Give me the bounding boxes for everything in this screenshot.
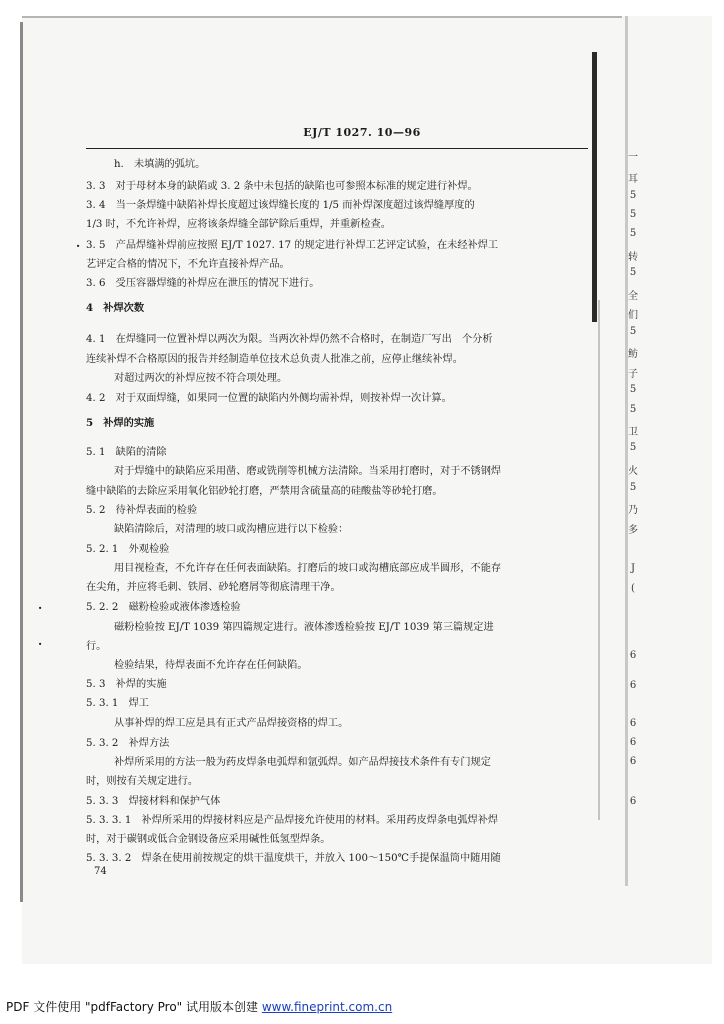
- footer-link[interactable]: www.fineprint.com.cn: [261, 1000, 393, 1014]
- edge-fragment: 全: [628, 291, 638, 302]
- page-number: 74: [94, 866, 107, 877]
- edge-fragment: 们: [628, 310, 638, 321]
- header-rule: [86, 148, 588, 149]
- text-line: 艺评定合格的情况下，不允许直接补焊产品。: [86, 259, 290, 270]
- edge-fragment: 乃: [628, 505, 638, 516]
- text-line: 5. 3 补焊的实施: [86, 679, 167, 690]
- margin-mark: .: [76, 236, 81, 250]
- edge-fragment: 鲂: [628, 349, 638, 360]
- edge-fragment: 多: [628, 525, 638, 536]
- edge-fragment: 一: [628, 152, 638, 163]
- text-line: 行。: [86, 641, 107, 652]
- edge-fragment: 转: [628, 252, 638, 263]
- edge-fragment: 5: [629, 228, 637, 239]
- text-line: 3. 5 产品焊缝补焊前应按照 EJ/T 1027. 17 的规定进行补焊工艺评定试验，在未经补焊工: [86, 240, 499, 251]
- text-line: 1/3 时，不允许补焊，应将该条焊缝全部铲除后重焊，并重新检查。: [86, 219, 391, 230]
- scan-left-edge: [20, 22, 23, 902]
- text-line: 5. 2. 1 外观检验: [86, 544, 170, 555]
- edge-fragment: 火: [628, 466, 638, 477]
- edge-fragment: 6: [629, 796, 637, 807]
- edge-fragment: 5: [629, 209, 637, 220]
- edge-fragment: 5: [629, 482, 637, 493]
- text-line: 磁粉检验按 EJ/T 1039 第四篇规定进行。液体渗透检验按 EJ/T 1039 第三篇规定进: [114, 622, 494, 633]
- text-line: 5. 3. 3. 1 补焊所采用的焊接材料应是产品焊接允许使用的材料。采用药皮焊条电弧焊补焊: [86, 815, 499, 826]
- edge-fragment: 5: [629, 267, 637, 278]
- text-line: 5. 3. 3. 2 焊条在使用前按规定的烘干温度烘干，并放入 100～150℃手提保温筒中随用随: [86, 853, 501, 864]
- text-line: 时，则按有关规定进行。: [86, 776, 199, 787]
- text-line: 连续补焊不合格原因的报告并经制造单位技术总负责人批准之前，应停止继续补焊。: [86, 354, 463, 365]
- text-line: 5. 3. 2 补焊方法: [86, 738, 170, 749]
- scan-top-edge: [22, 16, 622, 18]
- edge-fragment: 5: [629, 326, 637, 337]
- text-line: 时，对于碳钢或低合金钢设备应采用碱性低氢型焊条。: [86, 834, 331, 845]
- text-line: 3. 3 对于母材本身的缺陷或 3. 2 条中未包括的缺陷也可参照本标准的规定进行补焊。: [86, 181, 478, 192]
- binding-shadow: [592, 52, 597, 322]
- edge-fragment: 6: [629, 680, 637, 691]
- footer-text: PDF 文件使用 "pdfFactory Pro" 试用版本创建: [6, 1000, 262, 1014]
- text-line: 5. 3. 3 焊接材料和保护气体: [86, 796, 221, 807]
- margin-mark: .: [38, 634, 43, 648]
- text-line: 5. 3. 1 焊工: [86, 698, 149, 709]
- text-line: 3. 6 受压容器焊缝的补焊应在泄压的情况下进行。: [86, 278, 320, 289]
- edge-fragment: 6: [629, 718, 637, 729]
- edge-fragment: 卫: [628, 427, 638, 438]
- text-line: 对超过两次的补焊应按不符合项处理。: [114, 373, 288, 384]
- text-line: 用目视检查，不允许存在任何表面缺陷。打磨后的坡口或沟槽底部应成半圆形，不能存: [114, 563, 502, 574]
- edge-fragment: (: [631, 583, 635, 594]
- edge-fragment: 5: [629, 404, 637, 415]
- text-line: 在尖角，并应将毛刺、铁屑、砂轮磨屑等彻底清理干净。: [86, 582, 341, 593]
- text-line: 5. 2. 2 磁粉检验或液体渗透检验: [86, 602, 241, 613]
- edge-fragment: 5: [629, 384, 637, 395]
- edge-fragment: 子: [628, 369, 638, 380]
- edge-fragment: 5: [629, 442, 637, 453]
- edge-fragment: 5: [629, 190, 637, 201]
- text-line: 缺陷清除后，对清理的坡口或沟槽应进行以下检验：: [114, 524, 349, 535]
- section-heading: 4 补焊次数: [86, 302, 145, 314]
- text-line: h. 未填满的弧坑。: [114, 159, 206, 170]
- text-line: 检验结果，待焊表面不允许存在任何缺陷。: [114, 660, 308, 671]
- text-line: 5. 2 待补焊表面的检验: [86, 505, 198, 516]
- text-line: 从事补焊的焊工应是具有正式产品焊接资格的焊工。: [114, 718, 349, 729]
- pdf-watermark-footer: [0, 998, 724, 1015]
- margin-mark: .: [38, 598, 43, 612]
- text-line: 3. 4 当一条焊缝中缺陷补焊长度超过该焊缝长度的 1/5 而补焊深度超过该焊缝厚度的: [86, 200, 475, 211]
- edge-fragment: J: [630, 563, 635, 574]
- text-line: 对于焊缝中的缺陷应采用凿、磨或铣削等机械方法清除。当采用打磨时，对于不锈钢焊: [114, 466, 502, 477]
- standard-number: EJ/T 1027. 10—96: [303, 126, 421, 139]
- edge-fragment: 6: [629, 756, 637, 767]
- text-line: 补焊所采用的方法一般为药皮焊条电弧焊和氩弧焊。如产品焊接技术条件有专门规定: [114, 757, 491, 768]
- section-heading: 5 补焊的实施: [86, 417, 155, 429]
- edge-fragment: 6: [629, 737, 637, 748]
- text-line: 4. 1 在焊缝同一位置补焊以两次为限。当两次补焊仍然不合格时，在制造厂写出 个分析: [86, 334, 493, 345]
- text-line: 缝中缺陷的去除应采用氧化铝砂轮打磨，严禁用含硫量高的硅酸盐等砂轮打磨。: [86, 486, 443, 497]
- edge-fragment: 6: [629, 650, 637, 661]
- edge-fragment: 耳: [628, 174, 638, 185]
- text-line: 5. 1 缺陷的清除: [86, 447, 167, 458]
- text-line: 4. 2 对于双面焊缝，如果同一位置的缺陷内外侧均需补焊，则按补焊一次计算。: [86, 393, 452, 404]
